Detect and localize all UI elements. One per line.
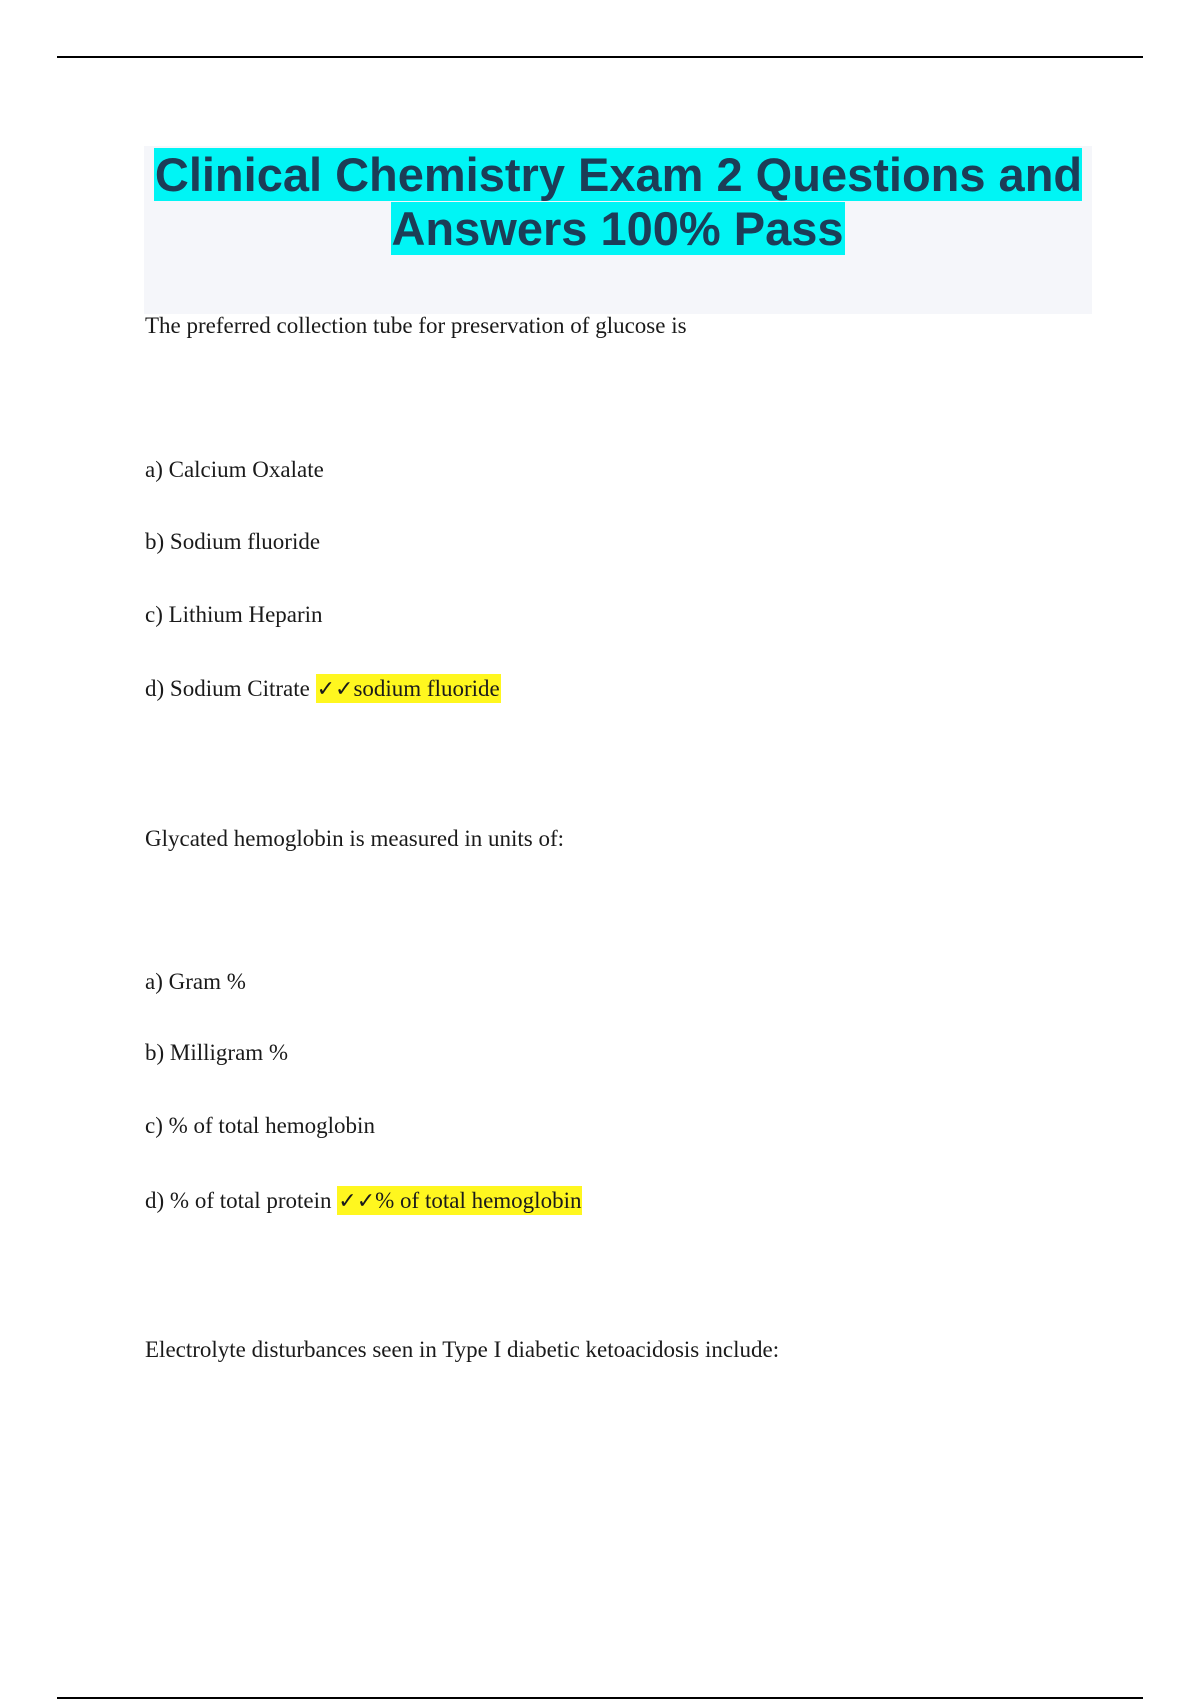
double-check-icon: ✓✓ bbox=[316, 677, 354, 702]
question-1-option-b: b) Sodium fluoride bbox=[145, 529, 321, 554]
double-check-icon: ✓✓ bbox=[338, 1189, 376, 1214]
answer-text: sodium fluoride bbox=[353, 676, 500, 701]
question-1-prompt: The preferred collection tube for preservation of glucose is bbox=[145, 313, 687, 338]
document-title: Clinical Chemistry Exam 2 Questions and Answers 100% Pass bbox=[154, 148, 1083, 255]
question-2-prompt: Glycated hemoglobin is measured in units of: bbox=[145, 826, 565, 851]
option-d-text: d) % of total protein bbox=[145, 1188, 332, 1213]
question-3-prompt: Electrolyte disturbances seen in Type I diabetic ketoacidosis include: bbox=[145, 1337, 780, 1362]
title-block bbox=[144, 146, 1092, 314]
question-1-option-a: a) Calcium Oxalate bbox=[145, 457, 324, 482]
answer-highlight bbox=[316, 674, 501, 703]
question-2-option-a: a) Gram % bbox=[145, 969, 246, 994]
answer-highlight bbox=[337, 1186, 582, 1215]
option-d-text: d) Sodium Citrate bbox=[145, 676, 310, 701]
bottom-rule bbox=[57, 1697, 1143, 1699]
question-1-option-c: c) Lithium Heparin bbox=[145, 602, 323, 627]
question-2-option-c: c) % of total hemoglobin bbox=[145, 1113, 375, 1138]
question-2-option-d bbox=[145, 1187, 582, 1216]
answer-text: % of total hemoglobin bbox=[375, 1188, 582, 1213]
top-rule bbox=[57, 56, 1143, 58]
question-1-option-d bbox=[145, 675, 501, 704]
question-2-option-b: b) Milligram % bbox=[145, 1040, 289, 1065]
